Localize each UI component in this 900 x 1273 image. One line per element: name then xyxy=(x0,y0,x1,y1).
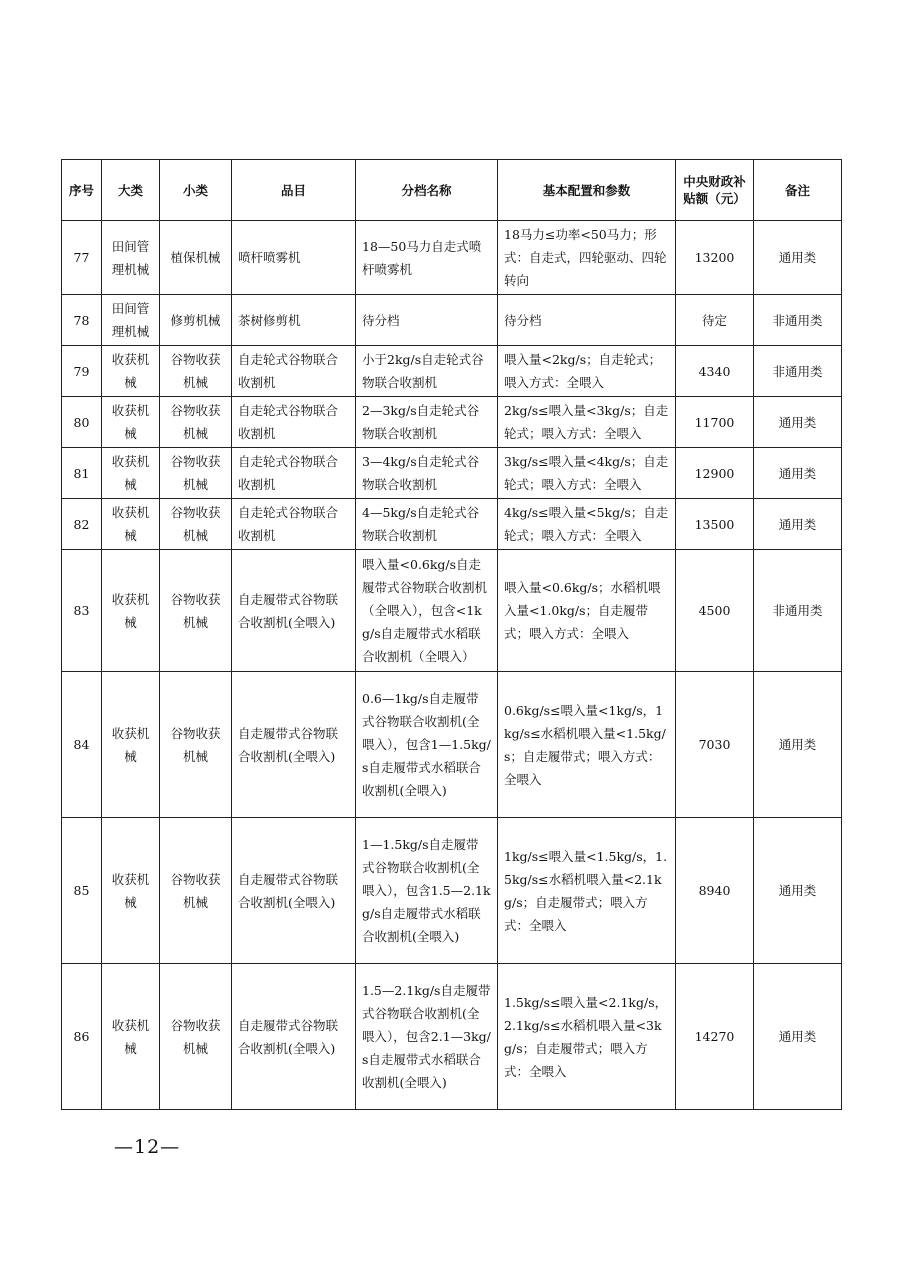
header-subsidy: 中央财政补贴额（元） xyxy=(676,160,754,221)
cell-subcategory: 植保机械 xyxy=(160,221,232,295)
cell-item: 自走履带式谷物联合收割机(全喂入) xyxy=(232,672,356,818)
cell-category: 田间管理机械 xyxy=(102,295,160,346)
cell-subsidy: 待定 xyxy=(676,295,754,346)
cell-category: 收获机械 xyxy=(102,448,160,499)
cell-note: 通用类 xyxy=(754,964,842,1110)
cell-spec: 2kg/s≤喂入量<3kg/s；自走轮式；喂入方式：全喂入 xyxy=(498,397,676,448)
header-no: 序号 xyxy=(62,160,102,221)
cell-grade: 0.6—1kg/s自走履带式谷物联合收割机(全喂入），包含1—1.5kg/s自走履带式水稻联合收割机(全喂入) xyxy=(356,672,498,818)
table-row xyxy=(62,818,842,964)
cell-grade: 1—1.5kg/s自走履带式谷物联合收割机(全喂入），包含1.5—2.1kg/s自走履带式水稻联合收割机(全喂入) xyxy=(356,818,498,964)
table-row xyxy=(62,964,842,1110)
table-row xyxy=(62,397,842,448)
table-row xyxy=(62,295,842,346)
cell-no: 77 xyxy=(62,221,102,295)
cell-subcategory: 谷物收获机械 xyxy=(160,818,232,964)
cell-grade: 18—50马力自走式喷杆喷雾机 xyxy=(356,221,498,295)
cell-subsidy: 4500 xyxy=(676,550,754,672)
cell-grade: 喂入量<0.6kg/s自走履带式谷物联合收割机（全喂入），包含<1kg/s自走履带式水稻联合收割机（全喂入） xyxy=(356,550,498,672)
cell-item: 茶树修剪机 xyxy=(232,295,356,346)
cell-no: 82 xyxy=(62,499,102,550)
table-row xyxy=(62,346,842,397)
table-header-row xyxy=(62,160,842,221)
cell-subcategory: 谷物收获机械 xyxy=(160,964,232,1110)
cell-category: 收获机械 xyxy=(102,550,160,672)
cell-item: 自走轮式谷物联合收割机 xyxy=(232,346,356,397)
cell-category: 收获机械 xyxy=(102,499,160,550)
cell-category: 收获机械 xyxy=(102,672,160,818)
cell-item: 自走履带式谷物联合收割机(全喂入) xyxy=(232,550,356,672)
header-spec: 基本配置和参数 xyxy=(498,160,676,221)
page-number: —12— xyxy=(114,1136,181,1158)
header-item: 品目 xyxy=(232,160,356,221)
cell-note: 通用类 xyxy=(754,818,842,964)
cell-category: 田间管理机械 xyxy=(102,221,160,295)
cell-subsidy: 12900 xyxy=(676,448,754,499)
cell-subsidy: 8940 xyxy=(676,818,754,964)
cell-item: 自走履带式谷物联合收割机(全喂入) xyxy=(232,964,356,1110)
cell-grade: 1.5—2.1kg/s自走履带式谷物联合收割机(全喂入），包含2.1—3kg/s自走履带式水稻联合收割机(全喂入) xyxy=(356,964,498,1110)
cell-item: 喷杆喷雾机 xyxy=(232,221,356,295)
cell-subcategory: 谷物收获机械 xyxy=(160,397,232,448)
table-row xyxy=(62,448,842,499)
cell-grade: 待分档 xyxy=(356,295,498,346)
table-row xyxy=(62,672,842,818)
cell-spec: 4kg/s≤喂入量<5kg/s；自走轮式；喂入方式：全喂入 xyxy=(498,499,676,550)
cell-item: 自走轮式谷物联合收割机 xyxy=(232,397,356,448)
cell-spec: 喂入量<0.6kg/s；水稻机喂入量<1.0kg/s；自走履带式；喂入方式：全喂入 xyxy=(498,550,676,672)
cell-note: 通用类 xyxy=(754,499,842,550)
cell-no: 83 xyxy=(62,550,102,672)
cell-item: 自走轮式谷物联合收割机 xyxy=(232,499,356,550)
cell-subsidy: 14270 xyxy=(676,964,754,1110)
cell-item: 自走履带式谷物联合收割机(全喂入) xyxy=(232,818,356,964)
cell-spec: 3kg/s≤喂入量<4kg/s；自走轮式；喂入方式：全喂入 xyxy=(498,448,676,499)
cell-category: 收获机械 xyxy=(102,346,160,397)
cell-grade: 2—3kg/s自走轮式谷物联合收割机 xyxy=(356,397,498,448)
cell-subcategory: 谷物收获机械 xyxy=(160,550,232,672)
cell-item: 自走轮式谷物联合收割机 xyxy=(232,448,356,499)
cell-subcategory: 谷物收获机械 xyxy=(160,346,232,397)
cell-spec: 喂入量<2kg/s；自走轮式；喂入方式：全喂入 xyxy=(498,346,676,397)
cell-grade: 3—4kg/s自走轮式谷物联合收割机 xyxy=(356,448,498,499)
cell-subcategory: 谷物收获机械 xyxy=(160,448,232,499)
table-body xyxy=(62,221,842,1110)
cell-subcategory: 谷物收获机械 xyxy=(160,499,232,550)
cell-spec: 待分档 xyxy=(498,295,676,346)
cell-subcategory: 修剪机械 xyxy=(160,295,232,346)
cell-note: 通用类 xyxy=(754,448,842,499)
cell-note: 通用类 xyxy=(754,397,842,448)
table-row xyxy=(62,499,842,550)
cell-spec: 1.5kg/s≤喂入量<2.1kg/s，2.1kg/s≤水稻机喂入量<3kg/s；自走履带式；喂入方式：全喂入 xyxy=(498,964,676,1110)
cell-no: 81 xyxy=(62,448,102,499)
cell-note: 非通用类 xyxy=(754,550,842,672)
cell-grade: 小于2kg/s自走轮式谷物联合收割机 xyxy=(356,346,498,397)
table-row xyxy=(62,550,842,672)
cell-no: 78 xyxy=(62,295,102,346)
cell-category: 收获机械 xyxy=(102,964,160,1110)
table-row xyxy=(62,221,842,295)
cell-no: 85 xyxy=(62,818,102,964)
cell-note: 非通用类 xyxy=(754,346,842,397)
cell-note: 非通用类 xyxy=(754,295,842,346)
cell-spec: 1kg/s≤喂入量<1.5kg/s，1.5kg/s≤水稻机喂入量<2.1kg/s；自走履带式；喂入方式：全喂入 xyxy=(498,818,676,964)
cell-spec: 0.6kg/s≤喂入量<1kg/s，1kg/s≤水稻机喂入量<1.5kg/s；自走履带式；喂入方式：全喂入 xyxy=(498,672,676,818)
cell-grade: 4—5kg/s自走轮式谷物联合收割机 xyxy=(356,499,498,550)
cell-no: 84 xyxy=(62,672,102,818)
header-subcategory: 小类 xyxy=(160,160,232,221)
cell-subsidy: 7030 xyxy=(676,672,754,818)
cell-category: 收获机械 xyxy=(102,397,160,448)
cell-subsidy: 11700 xyxy=(676,397,754,448)
header-grade: 分档名称 xyxy=(356,160,498,221)
cell-category: 收获机械 xyxy=(102,818,160,964)
cell-no: 80 xyxy=(62,397,102,448)
cell-subcategory: 谷物收获机械 xyxy=(160,672,232,818)
header-note: 备注 xyxy=(754,160,842,221)
header-category: 大类 xyxy=(102,160,160,221)
cell-subsidy: 13500 xyxy=(676,499,754,550)
subsidy-table xyxy=(61,159,842,1110)
cell-subsidy: 4340 xyxy=(676,346,754,397)
cell-subsidy: 13200 xyxy=(676,221,754,295)
cell-no: 86 xyxy=(62,964,102,1110)
cell-note: 通用类 xyxy=(754,221,842,295)
cell-note: 通用类 xyxy=(754,672,842,818)
cell-no: 79 xyxy=(62,346,102,397)
cell-spec: 18马力≤功率<50马力；形式：自走式，四轮驱动、四轮转向 xyxy=(498,221,676,295)
